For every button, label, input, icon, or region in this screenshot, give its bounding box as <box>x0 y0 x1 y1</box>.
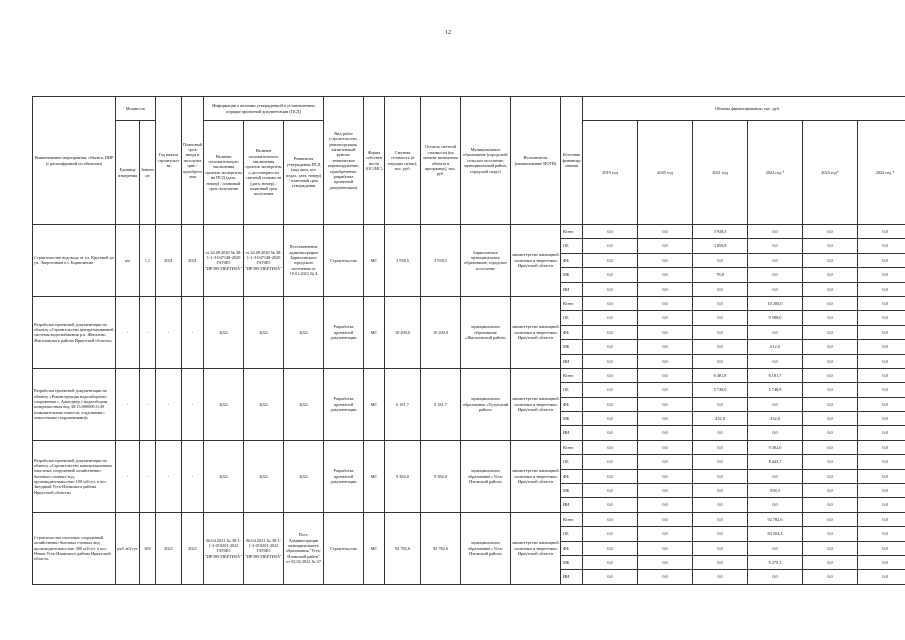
header-year: 2023 год* <box>803 121 858 225</box>
header-name: Наименование мероприятия, объекта, ПИР (с расшифровкой по объектам) <box>33 97 116 225</box>
funding-amount: 0,0 <box>638 440 693 454</box>
funding-amount: 432,8 <box>693 412 748 426</box>
funding-amount: 0,0 <box>583 368 638 382</box>
funding-source: ИИ <box>561 282 583 296</box>
header-cost: Сметная стоимость (в текущих ценах), тыс. руб. <box>385 97 421 225</box>
funding-amount: 0,0 <box>638 340 693 354</box>
object-start-year: - <box>156 368 182 440</box>
funding-amount: 0,0 <box>748 426 803 440</box>
funding-amount: 0,0 <box>583 239 638 253</box>
object-unit: руб. м3/сут <box>116 512 140 584</box>
object-cost: 9 382,0 <box>385 440 421 512</box>
funding-amount: 0,0 <box>583 469 638 483</box>
object-start-year: 2021 <box>156 225 182 297</box>
header-year: 2024 год * <box>858 121 905 225</box>
funding-amount: 0,0 <box>638 368 693 382</box>
funding-amount: 0,0 <box>803 354 858 368</box>
funding-amount: 0,0 <box>803 325 858 339</box>
funding-amount: 0,0 <box>693 498 748 512</box>
funding-amount: 0,0 <box>693 570 748 584</box>
funding-amount: 92 782,6 <box>748 512 803 526</box>
object-approval: Пост. Администрации муниципального образования "Усть-Илимский район" от 02.02.2022 № 37 <box>284 512 324 584</box>
funding-amount: 0,0 <box>583 225 638 239</box>
funding-source: МБ <box>561 555 583 569</box>
funding-amount: 0,0 <box>693 296 748 310</box>
funding-source: ФБ <box>561 469 583 483</box>
funding-amount: 0,0 <box>748 498 803 512</box>
object-work-type: Разработка проектной документации <box>324 440 364 512</box>
object-approval: 2022 <box>284 440 324 512</box>
funding-amount: 0,0 <box>748 469 803 483</box>
object-work-type: Разработка проектной документации <box>324 368 364 440</box>
funding-amount: 0,0 <box>858 282 905 296</box>
funding-amount: 0,0 <box>748 225 803 239</box>
funding-source: Всего <box>561 512 583 526</box>
object-name: Разработка проектной документации по объекту «Строительство централизованной системы водоснабжения р.п. Жигалово Жигаловского района Иркутской области» <box>33 296 116 368</box>
funding-amount: 0,0 <box>693 512 748 526</box>
header-approval: Реквизиты утверждения ПСД (вид акта, кто издал, дата, номер) / плановый срок утверждения <box>284 121 324 225</box>
funding-amount: 0,0 <box>748 253 803 267</box>
funding-amount: 0,0 <box>693 440 748 454</box>
header-start-year: Год начала строительства <box>156 97 182 225</box>
funding-amount: 0,0 <box>803 512 858 526</box>
funding-amount: 0,0 <box>693 397 748 411</box>
funding-amount: 612,0 <box>748 340 803 354</box>
object-cost: 6 181,7 <box>385 368 421 440</box>
object-municipality: Бирюсинское муниципальное образование, городское поселение <box>461 225 511 297</box>
funding-amount: 0,0 <box>748 354 803 368</box>
funding-amount: 0,0 <box>858 253 905 267</box>
object-value: - <box>140 440 156 512</box>
object-expertise: 2022 <box>204 296 244 368</box>
funding-amount: 0,0 <box>638 282 693 296</box>
object-unit: км <box>116 225 140 297</box>
funding-amount: 0,0 <box>583 512 638 526</box>
funding-amount: 0,0 <box>858 555 905 569</box>
object-municipality: муниципальное образование «Усть-Илимский район» <box>461 512 511 584</box>
header-capacity: Мощность <box>116 97 156 121</box>
funding-amount: 0,0 <box>693 282 748 296</box>
object-expertise: от 24.09.2020 № 38-1-1-3-047148-2020 ГАУИО "ИРЭКСПЕРТИЗА" <box>204 225 244 297</box>
object-planned-year: - <box>182 296 204 368</box>
funding-amount: 0,0 <box>638 268 693 282</box>
funding-amount: 9 278,3 <box>748 555 803 569</box>
funding-amount: 0,0 <box>638 253 693 267</box>
funding-amount: 0,0 <box>638 311 693 325</box>
object-unit: - <box>116 440 140 512</box>
object-approval: 2022 <box>284 296 324 368</box>
header-work-type: Вид работ (строительство, реконструкция, капитальный ремонт, техническое перевооружение, приобретение, разработка проектной документации) <box>324 97 364 225</box>
funding-source: Всего <box>561 225 583 239</box>
funding-source: МБ <box>561 340 583 354</box>
header-year: 2019 год <box>583 121 638 225</box>
funding-amount: 9 588,0 <box>748 311 803 325</box>
header-remaining: Остаток сметной стоимости (на момент включения объекта в программу), тыс. руб. <box>421 97 461 225</box>
header-year: 2022 год * <box>748 121 803 225</box>
object-estimate: от 24.09.2020 № 38-1-1-3-047148-2020 ГАУИО "ИРЭКСПЕРТИЗА" <box>244 225 284 297</box>
object-value: - <box>140 368 156 440</box>
funding-amount: 0,0 <box>583 527 638 541</box>
funding-amount: 0,0 <box>638 541 693 555</box>
funding-amount: 6 481,8 <box>693 368 748 382</box>
object-executor: министерство жилищной политики и энергетики Иркутской области <box>511 512 561 584</box>
funding-amount: 8 443,7 <box>748 455 803 469</box>
funding-amount: 0,0 <box>693 354 748 368</box>
object-start-year: 2022 <box>156 512 182 584</box>
object-start-year: - <box>156 440 182 512</box>
funding-amount: 5 748,9 <box>748 383 803 397</box>
object-name: Строительство водовода от ул. Круговой до ул. Энергетиков в г. Бирюсинске <box>33 225 116 297</box>
funding-amount: 78,8 <box>693 268 748 282</box>
funding-amount: 0,0 <box>803 383 858 397</box>
funding-source: ИИ <box>561 570 583 584</box>
object-executor: министерство жилищной политики и энергетики Иркутской области <box>511 368 561 440</box>
object-planned-year: 2021 <box>182 225 204 297</box>
funding-amount: 0,0 <box>858 239 905 253</box>
funding-source: ФБ <box>561 397 583 411</box>
table-row <box>33 440 905 454</box>
object-name: Разработка проектной документации по объекту «Строительство канализационных очистных сооружений хозяйственно-бытовых сточных вод, производительностью 100 м3/сут, в пос. Звездный Усть-Илимского района Иркутской области» <box>33 440 116 512</box>
funding-amount: 0,0 <box>638 225 693 239</box>
funding-amount: 0,0 <box>638 354 693 368</box>
header-year: 2020 год <box>638 121 693 225</box>
funding-amount: 0,0 <box>638 570 693 584</box>
object-unit: - <box>116 368 140 440</box>
object-remaining: 6 181,7 <box>421 368 461 440</box>
funding-amount: 0,0 <box>858 325 905 339</box>
header-ownership: Форма собственности (ОС/МС) <box>364 97 385 225</box>
funding-amount: 0,0 <box>638 484 693 498</box>
funding-amount: 0,0 <box>583 541 638 555</box>
funding-amount: 0,0 <box>693 340 748 354</box>
object-unit: - <box>116 296 140 368</box>
funding-source: ИИ <box>561 354 583 368</box>
funding-amount: 9 382,0 <box>748 440 803 454</box>
funding-amount: 6 181,7 <box>748 368 803 382</box>
object-ownership: МС <box>364 225 385 297</box>
object-executor: министерство жилищной политики и энергетики Иркутской области <box>511 296 561 368</box>
funding-amount: 0,0 <box>803 455 858 469</box>
funding-amount: 0,0 <box>803 555 858 569</box>
funding-amount: 0,0 <box>803 296 858 310</box>
funding-amount: 0,0 <box>583 340 638 354</box>
funding-amount: 0,0 <box>858 296 905 310</box>
object-cost: 92 782,6 <box>385 512 421 584</box>
funding-amount: 0,0 <box>583 397 638 411</box>
funding-amount: 0,0 <box>748 570 803 584</box>
funding-amount: 0,0 <box>638 412 693 426</box>
funding-amount: 0,0 <box>638 512 693 526</box>
funding-amount: 0,0 <box>693 325 748 339</box>
funding-amount: 0,0 <box>583 455 638 469</box>
object-value: 300 <box>140 512 156 584</box>
object-expertise: 06.04.2021 № 38-1-1-3-019201-2021 ГАУИО "ИРЭКСПЕРТИЗА" <box>204 512 244 584</box>
funding-amount: 0,0 <box>583 296 638 310</box>
funding-amount: 0,0 <box>583 440 638 454</box>
funding-source: МБ <box>561 484 583 498</box>
funding-source: ФБ <box>561 253 583 267</box>
object-remaining: 3 938,5 <box>421 225 461 297</box>
funding-amount: 0,0 <box>858 268 905 282</box>
funding-amount: 0,0 <box>748 268 803 282</box>
funding-source: ФБ <box>561 325 583 339</box>
object-name: Строительство очистных сооружений хозяйственно-бытовых сточных вод производительностью 300 м3/сут. в пос. Невон Усть-Илимского района Иркутской области <box>33 512 116 584</box>
funding-amount: 0,0 <box>803 340 858 354</box>
funding-amount: 3 938,5 <box>693 225 748 239</box>
funding-amount: 0,0 <box>803 498 858 512</box>
funding-amount: 0,0 <box>803 268 858 282</box>
funding-source: Всего <box>561 368 583 382</box>
object-approval: Постановление администрации Бирюсинского городского поселения от 19.01.2021 № 4 <box>284 225 324 297</box>
object-planned-year: 2022 <box>182 512 204 584</box>
funding-amount: 0,0 <box>638 383 693 397</box>
funding-amount: 0,0 <box>638 239 693 253</box>
funding-amount: 0,0 <box>803 225 858 239</box>
funding-amount: 0,0 <box>583 311 638 325</box>
funding-amount: 3 859,8 <box>693 239 748 253</box>
funding-amount: 0,0 <box>638 469 693 483</box>
header-unit: Единица измерения <box>116 121 140 225</box>
funding-amount: 0,0 <box>583 426 638 440</box>
object-estimate: 06.04.2021 № 38-1-1-3-019201-2021 ГАУИО "ИРЭКСПЕРТИЗА" <box>244 512 284 584</box>
funding-amount: 0,0 <box>803 253 858 267</box>
funding-amount: 0,0 <box>803 426 858 440</box>
funding-amount: 0,0 <box>803 397 858 411</box>
funding-amount: 0,0 <box>858 469 905 483</box>
object-cost: 10 200,0 <box>385 296 421 368</box>
funding-amount: 0,0 <box>693 311 748 325</box>
funding-amount: 0,0 <box>583 570 638 584</box>
table-row <box>33 296 905 310</box>
header-executor: Исполнитель (наименование ИОГВ) <box>511 97 561 225</box>
funding-amount: 0,0 <box>748 239 803 253</box>
funding-amount: 0,0 <box>803 282 858 296</box>
funding-source: Всего <box>561 440 583 454</box>
table-body <box>33 225 905 585</box>
funding-amount: 0,0 <box>803 412 858 426</box>
investment-table <box>32 96 905 585</box>
object-work-type: Строительство <box>324 225 364 297</box>
funding-amount: 0,0 <box>583 325 638 339</box>
funding-source: ИИ <box>561 426 583 440</box>
funding-source: МБ <box>561 268 583 282</box>
table-row <box>33 225 905 239</box>
page-number: 12 <box>445 30 451 36</box>
funding-amount: 0,0 <box>693 455 748 469</box>
funding-amount: 0,0 <box>638 325 693 339</box>
object-ownership: МС <box>364 296 385 368</box>
funding-amount: 432,8 <box>748 412 803 426</box>
object-start-year: - <box>156 296 182 368</box>
funding-amount: 0,0 <box>858 440 905 454</box>
object-estimate: 2022 <box>244 440 284 512</box>
header-expertise: Наличие положительного заключения органов экспертизы на ПСД (дата, номер) / плановый срок получения <box>204 121 244 225</box>
funding-amount: 0,0 <box>583 484 638 498</box>
funding-amount: 0,0 <box>858 426 905 440</box>
funding-amount: 0,0 <box>748 541 803 555</box>
object-work-type: Разработка проектной документации <box>324 296 364 368</box>
funding-amount: 0,0 <box>583 555 638 569</box>
funding-amount: 0,0 <box>638 455 693 469</box>
object-executor: министерство жилищной политики и энергетики Иркутской области <box>511 440 561 512</box>
funding-amount: 0,0 <box>638 498 693 512</box>
funding-amount: 0,0 <box>638 296 693 310</box>
header-estimate: Наличие положительного заключения органов экспертизы о достоверности сметной стоимости (дата, номер) / плановый срок получения <box>244 121 284 225</box>
funding-source: ОБ <box>561 527 583 541</box>
header-source: Источник финансирования <box>561 97 583 225</box>
funding-amount: 0,0 <box>858 527 905 541</box>
object-work-type: Строительство <box>324 512 364 584</box>
funding-amount: 10 200,0 <box>748 296 803 310</box>
table-row <box>33 368 905 382</box>
funding-amount: 0,0 <box>803 311 858 325</box>
funding-amount: 0,0 <box>858 541 905 555</box>
object-ownership: МС <box>364 440 385 512</box>
funding-amount: 0,0 <box>583 383 638 397</box>
funding-amount: 0,0 <box>748 325 803 339</box>
funding-amount: 0,0 <box>638 555 693 569</box>
funding-amount: 5 749,0 <box>693 383 748 397</box>
funding-source: МБ <box>561 412 583 426</box>
object-remaining: 10 200,0 <box>421 296 461 368</box>
object-value: 1,1 <box>140 225 156 297</box>
object-name: Разработка проектной документации по объекту «Реконструкция водозаборного сооружения с. Алыгджер с водоотбором поверхностных вод 38:15:000000:1149 (накопительные емкости, ооудования с емкостными сооружениями)» <box>33 368 116 440</box>
header-municipality: Муниципальное образование (городской/сельское поселение, муниципальный район, городской округ) <box>461 97 511 225</box>
funding-amount: 0,0 <box>693 484 748 498</box>
funding-amount: 0,0 <box>583 253 638 267</box>
funding-amount: 0,0 <box>583 412 638 426</box>
object-municipality: муниципальное образование «Тулунский район» <box>461 368 511 440</box>
funding-amount: 0,0 <box>583 282 638 296</box>
funding-amount: 0,0 <box>803 541 858 555</box>
funding-amount: 0,0 <box>858 570 905 584</box>
funding-source: Всего <box>561 296 583 310</box>
funding-amount: 0,0 <box>803 368 858 382</box>
funding-amount: 0,0 <box>803 527 858 541</box>
object-value: - <box>140 296 156 368</box>
table-row <box>33 512 905 526</box>
funding-source: ОБ <box>561 239 583 253</box>
funding-source: ОБ <box>561 311 583 325</box>
object-municipality: муниципальное образование «Усть-Илимский район» <box>461 440 511 512</box>
object-estimate: 2022 <box>244 296 284 368</box>
funding-source: ОБ <box>561 383 583 397</box>
object-executor: министерство жилищной политики и энергетики Иркутской области <box>511 225 561 297</box>
funding-amount: 0,0 <box>693 426 748 440</box>
funding-amount: 0,0 <box>748 282 803 296</box>
funding-amount: 0,0 <box>858 484 905 498</box>
funding-amount: 0,0 <box>638 527 693 541</box>
funding-amount: 0,0 <box>583 268 638 282</box>
funding-amount: 0,0 <box>583 498 638 512</box>
funding-amount: 0,0 <box>693 469 748 483</box>
object-remaining: 9 382,0 <box>421 440 461 512</box>
header-financing-group: Объемы финансирования, тыс. руб. <box>583 97 905 121</box>
object-approval: 2022 <box>284 368 324 440</box>
funding-amount: 0,0 <box>858 498 905 512</box>
funding-amount: 0,0 <box>693 527 748 541</box>
object-expertise: 2022 <box>204 368 244 440</box>
header-value: Значение <box>140 121 156 225</box>
header-year: 2021 год <box>693 121 748 225</box>
funding-amount: 938,3 <box>748 484 803 498</box>
object-planned-year: - <box>182 440 204 512</box>
funding-amount: 0,0 <box>803 484 858 498</box>
header-planned-year: Плановый срок ввода в эксплуатацию / приобретения <box>182 97 204 225</box>
funding-amount: 0,0 <box>858 225 905 239</box>
funding-amount: 0,0 <box>693 253 748 267</box>
funding-source: ИИ <box>561 498 583 512</box>
funding-source: ОБ <box>561 455 583 469</box>
object-expertise: 2022 <box>204 440 244 512</box>
funding-amount: 0,0 <box>803 570 858 584</box>
funding-amount: 0,0 <box>858 340 905 354</box>
funding-amount: 0,0 <box>858 412 905 426</box>
funding-amount: 0,0 <box>803 440 858 454</box>
object-estimate: 2022 <box>244 368 284 440</box>
funding-amount: 83 504,3 <box>748 527 803 541</box>
object-municipality: муниципальное образование «Жигаловский район» <box>461 296 511 368</box>
funding-amount: 0,0 <box>858 455 905 469</box>
funding-amount: 0,0 <box>583 354 638 368</box>
object-cost: 3 938,5 <box>385 225 421 297</box>
funding-amount: 0,0 <box>693 555 748 569</box>
funding-amount: 0,0 <box>858 311 905 325</box>
funding-amount: 0,0 <box>748 397 803 411</box>
funding-amount: 0,0 <box>858 397 905 411</box>
funding-amount: 0,0 <box>803 469 858 483</box>
funding-amount: 0,0 <box>638 426 693 440</box>
funding-amount: 0,0 <box>858 383 905 397</box>
funding-amount: 0,0 <box>858 354 905 368</box>
object-ownership: МС <box>364 368 385 440</box>
funding-amount: 0,0 <box>858 368 905 382</box>
funding-amount: 0,0 <box>693 541 748 555</box>
object-ownership: МС <box>364 512 385 584</box>
header-psd-group: Информация о наличии утвержденной в установленном порядке проектной документации (ПСД) <box>204 97 324 121</box>
funding-amount: 0,0 <box>638 397 693 411</box>
funding-amount: 0,0 <box>858 512 905 526</box>
funding-source: ФБ <box>561 541 583 555</box>
object-remaining: 92 782,6 <box>421 512 461 584</box>
object-planned-year: - <box>182 368 204 440</box>
funding-amount: 0,0 <box>803 239 858 253</box>
